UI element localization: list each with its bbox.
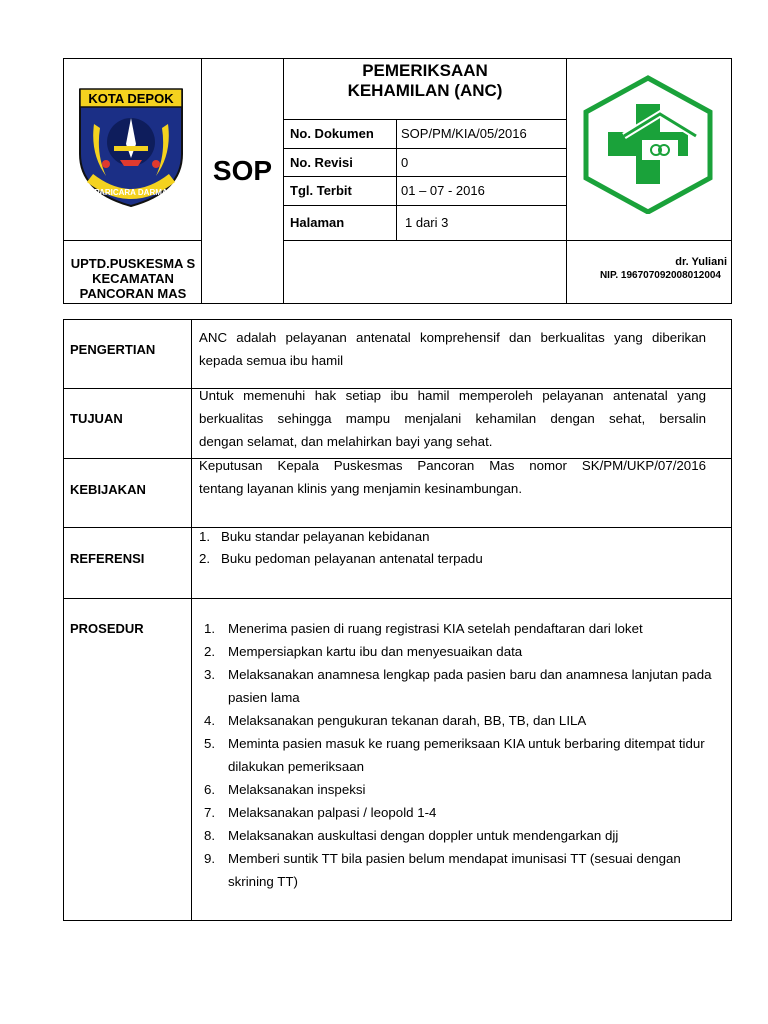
list-item: 7. Melaksanakan palpasi / leopold 1-4 <box>204 801 714 824</box>
section-label-kebijakan: KEBIJAKAN <box>70 482 146 497</box>
signatory-nip: NIP. 196707092008012004 <box>599 270 721 281</box>
meta-value-no-revisi: 0 <box>401 155 409 170</box>
document-title-line1: PEMERIKSAAN <box>362 61 488 80</box>
section-label-referensi: REFERENSI <box>70 551 145 566</box>
meta-label-tgl-terbit: Tgl. Terbit <box>290 183 352 198</box>
meta-label-no-revisi: No. Revisi <box>290 155 353 170</box>
header-divider <box>63 240 202 241</box>
referensi-list <box>199 526 719 570</box>
tujuan-text-line: berkualitas sehingga mampu menjalani kehamilan dengan sehat, bersalin <box>199 411 706 426</box>
kebijakan-text-line: Keputusan Kepala Puskesmas Pancoran Mas nomor SK/PM/UKP/07/2016 <box>199 458 706 473</box>
header-divider <box>396 119 397 241</box>
list-item: 5. Meminta pasien masuk ke ruang pemeriksaan KIA untuk berbaring ditempat tidur dilakukan pemeriksaan <box>204 732 714 778</box>
prosedur-item-text: Mempersiapkan kartu ibu dan menyesuaikan data <box>228 644 523 659</box>
organization-name: UPTD.PUSKESMA S KECAMATAN PANCORAN MAS <box>70 256 196 301</box>
header-divider <box>283 205 567 206</box>
table-row-divider <box>63 598 732 599</box>
header-divider <box>283 240 732 241</box>
table-column-divider <box>191 319 192 921</box>
list-item: 1. Menerima pasien di ruang registrasi KIA setelah pendaftaran dari loket <box>204 617 714 640</box>
prosedur-item-text: Melaksanakan palpasi / leopold 1-4 <box>228 805 437 820</box>
document-title-line2: KEHAMILAN (ANC) <box>347 81 503 100</box>
prosedur-item-text: Melaksanakan auskultasi dengan doppler untuk mendengarkan djj <box>228 828 619 843</box>
section-label-tujuan: TUJUAN <box>70 411 123 426</box>
header-divider <box>283 148 567 149</box>
kebijakan-text-line: tentang layanan klinis yang menjamin kesinambungan. <box>199 481 523 496</box>
tujuan-text-line: Untuk memenuhi hak setiap ibu hamil memperoleh pelayanan antenatal yang <box>199 388 706 403</box>
referensi-item-text: Buku standar pelayanan kebidanan <box>221 529 430 544</box>
section-label-pengertian: PENGERTIAN <box>70 342 156 357</box>
list-item: 6. Melaksanakan inspeksi <box>204 778 714 801</box>
pengertian-text-line: kepada semua ibu hamil <box>199 353 344 368</box>
list-item: 4. Melaksanakan pengukuran tekanan darah, BB, TB, dan LILA <box>204 709 714 732</box>
list-item: 8. Melaksanakan auskultasi dengan doppler untuk mendengarkan djj <box>204 824 714 847</box>
meta-value-tgl-terbit: 01 – 07 - 2016 <box>401 183 485 198</box>
pengertian-text-line: ANC adalah pelayanan antenatal komprehensif dan berkualitas yang diberikan <box>199 330 706 345</box>
prosedur-item-text: Meminta pasien masuk ke ruang pemeriksaan KIA untuk berbaring ditempat tidur dilakukan pemeriksaan <box>228 736 705 774</box>
meta-value-no-dokumen: SOP/PM/KIA/05/2016 <box>401 126 527 141</box>
list-item: 2. Buku pedoman pelayanan antenatal terpadu <box>199 551 483 566</box>
meta-value-halaman: 1 dari 3 <box>405 215 449 230</box>
prosedur-item-text: Menerima pasien di ruang registrasi KIA setelah pendaftaran dari loket <box>228 621 643 636</box>
puskesmas-logo <box>580 74 716 214</box>
document-type-label: SOP <box>212 155 273 186</box>
prosedur-item-text: Melaksanakan pengukuran tekanan darah, BB, TB, dan LILA <box>228 713 587 728</box>
list-item: 1. Buku standar pelayanan kebidanan <box>199 529 430 544</box>
meta-label-halaman: Halaman <box>290 215 345 230</box>
header-divider <box>283 176 567 177</box>
kota-depok-logo <box>76 84 186 210</box>
header-divider <box>283 119 567 120</box>
logo-motto-text: PARICARA DARMA <box>94 188 168 197</box>
logo-banner-text: KOTA DEPOK <box>88 91 174 106</box>
section-label-prosedur: PROSEDUR <box>70 621 144 636</box>
prosedur-item-text: Melaksanakan inspeksi <box>228 782 366 797</box>
list-item: 2. Mempersiapkan kartu ibu dan menyesuaikan data <box>204 640 714 663</box>
prosedur-list <box>204 617 714 893</box>
signatory-name: dr. Yuliani <box>675 256 727 268</box>
tujuan-text-line: dengan selamat, dan melahirkan bayi yang sehat. <box>199 434 493 449</box>
list-item: 3. Melaksanakan anamnesa lengkap pada pasien baru dan anamnesa lanjutan pada pasien lama <box>204 663 714 709</box>
prosedur-item-text: Memberi suntik TT bila pasien belum mendapat imunisasi TT (sesuai dengan skrining TT) <box>228 851 681 889</box>
list-item: 9. Memberi suntik TT bila pasien belum mendapat imunisasi TT (sesuai dengan skrining TT) <box>204 847 714 893</box>
prosedur-item-text: Melaksanakan anamnesa lengkap pada pasien baru dan anamnesa lanjutan pada pasien lama <box>228 667 712 705</box>
referensi-item-text: Buku pedoman pelayanan antenatal terpadu <box>221 551 483 566</box>
meta-label-no-dokumen: No. Dokumen <box>290 126 374 141</box>
